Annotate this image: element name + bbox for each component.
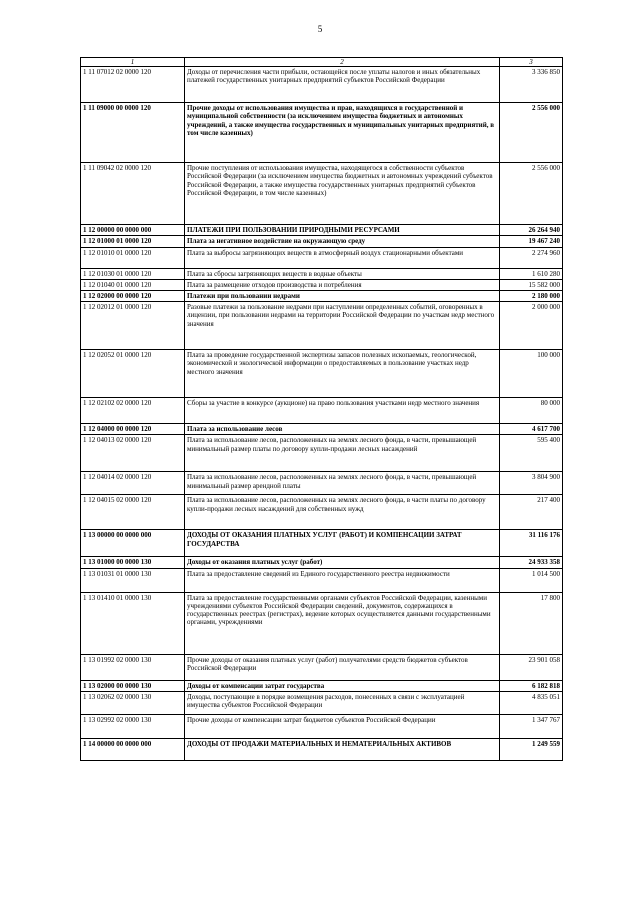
classification-code: 1 13 02000 00 0000 130 — [81, 680, 185, 691]
revenue-name: Плата за использование лесов, расположенных на землях лесного фонда, в части, превышающей минимальный размер платы по договору купли-продажи лесных насаждений — [185, 435, 500, 472]
amount: 17 800 — [500, 592, 563, 654]
classification-code: 1 12 01010 01 0000 120 — [81, 247, 185, 268]
amount: 3 804 900 — [500, 472, 563, 495]
amount: 15 582 000 — [500, 279, 563, 290]
table-row — [81, 103, 563, 163]
table-row — [81, 680, 563, 691]
table-row — [81, 398, 563, 424]
revenue-name: Доходы от компенсации затрат государства — [185, 680, 500, 691]
amount: 24 933 358 — [500, 557, 563, 568]
revenue-name: Прочие поступления от использования имущества, находящегося в собственности субъектов Российской Федерации (за исключением имущества бюджетных и автономных учреждений субъектов Российской Федерации, а также имущества государственных унитарных предприятий субъектов Российской Федерации, в том числе казенных) — [185, 163, 500, 225]
table-row — [81, 495, 563, 530]
classification-code: 1 13 01992 02 0000 130 — [81, 654, 185, 680]
amount: 31 116 176 — [500, 530, 563, 557]
revenue-name: Плата за негативное воздействие на окружающую среду — [185, 236, 500, 247]
classification-code: 1 12 04013 02 0000 120 — [81, 435, 185, 472]
revenue-name: Платежи при пользовании недрами — [185, 291, 500, 302]
classification-code: 1 12 01040 01 0000 120 — [81, 279, 185, 290]
table-row — [81, 350, 563, 398]
amount: 26 264 940 — [500, 225, 563, 236]
table-row — [81, 225, 563, 236]
table-row — [81, 291, 563, 302]
revenue-name: ПЛАТЕЖИ ПРИ ПОЛЬЗОВАНИИ ПРИРОДНЫМИ РЕСУРСАМИ — [185, 225, 500, 236]
revenue-name: Плата за использование лесов — [185, 424, 500, 435]
revenue-name: Плата за размещение отходов производства и потребления — [185, 279, 500, 290]
table-row — [81, 236, 563, 247]
revenue-name: Прочие доходы от компенсации затрат бюджетов субъектов Российской Федерации — [185, 714, 500, 738]
table-row — [81, 424, 563, 435]
table-row — [81, 163, 563, 225]
revenue-name: Доходы, поступающие в порядке возмещения расходов, понесенных в связи с эксплуатацией имущества субъектов Российской Федерации — [185, 691, 500, 714]
column-number-1: 1 — [81, 58, 185, 67]
amount: 2 180 000 — [500, 291, 563, 302]
amount: 1 610 280 — [500, 268, 563, 279]
amount: 19 467 240 — [500, 236, 563, 247]
column-number-3: 3 — [500, 58, 563, 67]
amount: 80 000 — [500, 398, 563, 424]
amount: 2 274 960 — [500, 247, 563, 268]
table-row — [81, 530, 563, 557]
table-row — [81, 302, 563, 350]
column-number-row — [81, 58, 563, 67]
classification-code: 1 12 02052 01 0000 120 — [81, 350, 185, 398]
classification-code: 1 13 02992 02 0000 130 — [81, 714, 185, 738]
classification-code: 1 12 02012 01 0000 120 — [81, 302, 185, 350]
revenue-name: Плата за использование лесов, расположенных на землях лесного фонда, в части, превышающей минимальный размер арендной платы — [185, 472, 500, 495]
table-row — [81, 592, 563, 654]
table-row — [81, 568, 563, 592]
revenue-name: Плата за предоставление государственными органами субъектов Российской Федерации, казенными учреждениями субъектов Российской Федерации сведений, документов, содержащихся в государственных реестрах (регистрах), ведение которых осуществляется данными государственными органами, учреждениями — [185, 592, 500, 654]
classification-code: 1 11 09042 02 0000 120 — [81, 163, 185, 225]
revenue-name: Плата за выбросы загрязняющих веществ в атмосферный воздух стационарными объектами — [185, 247, 500, 268]
classification-code: 1 13 01031 01 0000 130 — [81, 568, 185, 592]
revenue-table — [80, 57, 563, 761]
amount: 1 347 767 — [500, 714, 563, 738]
table-row — [81, 435, 563, 472]
amount: 23 901 058 — [500, 654, 563, 680]
page-number: 5 — [317, 24, 323, 34]
revenue-name: Разовые платежи за пользование недрами при наступлении определенных событий, оговоренных в лицензии, при пользовании недрами на территории Российской Федерации по участкам недр местного значения — [185, 302, 500, 350]
amount: 4 835 051 — [500, 691, 563, 714]
revenue-name: Доходы от оказания платных услуг (работ) — [185, 557, 500, 568]
amount: 217 400 — [500, 495, 563, 530]
table-row — [81, 714, 563, 738]
table-row — [81, 67, 563, 103]
classification-code: 1 12 02102 02 0000 120 — [81, 398, 185, 424]
classification-code: 1 13 01000 00 0000 130 — [81, 557, 185, 568]
revenue-name: Прочие доходы от использования имущества и прав, находящихся в государственной и муниципальной собственности (за исключением имущества бюджетных и автономных учреждений, а также имущества государственных и муниципальных унитарных предприятий, в том числе казенных) — [185, 103, 500, 163]
revenue-name: Сборы за участие в конкурсе (аукционе) на право пользования участками недр местного значения — [185, 398, 500, 424]
amount: 100 000 — [500, 350, 563, 398]
classification-code: 1 14 00000 00 0000 000 — [81, 738, 185, 760]
revenue-name: Плата за предоставление сведений из Единого государственного реестра недвижимости — [185, 568, 500, 592]
table-row — [81, 738, 563, 760]
table-row — [81, 279, 563, 290]
classification-code: 1 12 04014 02 0000 120 — [81, 472, 185, 495]
classification-code: 1 13 01410 01 0000 130 — [81, 592, 185, 654]
classification-code: 1 12 04015 02 0000 120 — [81, 495, 185, 530]
amount: 4 617 700 — [500, 424, 563, 435]
classification-code: 1 12 04000 00 0000 120 — [81, 424, 185, 435]
table-row — [81, 247, 563, 268]
classification-code: 1 11 09000 00 0000 120 — [81, 103, 185, 163]
table-row — [81, 268, 563, 279]
classification-code: 1 13 02062 02 0000 130 — [81, 691, 185, 714]
classification-code: 1 12 02000 00 0000 120 — [81, 291, 185, 302]
revenue-name: Плата за проведение государственной экспертизы запасов полезных ископаемых, геологической, экономической и экологической информации о предоставляемых в пользование участках недр местного значения — [185, 350, 500, 398]
amount: 2 000 000 — [500, 302, 563, 350]
table-row — [81, 654, 563, 680]
classification-code: 1 11 07012 02 0000 120 — [81, 67, 185, 103]
classification-code: 1 12 01030 01 0000 120 — [81, 268, 185, 279]
revenue-name: Плата за сбросы загрязняющих веществ в водные объекты — [185, 268, 500, 279]
classification-code: 1 13 00000 00 0000 000 — [81, 530, 185, 557]
revenue-name: Доходы от перечисления части прибыли, остающейся после уплаты налогов и иных обязательных платежей государственных унитарных предприятий субъектов Российской Федерации — [185, 67, 500, 103]
amount: 595 400 — [500, 435, 563, 472]
amount: 3 336 850 — [500, 67, 563, 103]
revenue-name: Плата за использование лесов, расположенных на землях лесного фонда, в части платы по договору купли-продажи лесных насаждений для собственных нужд — [185, 495, 500, 530]
revenue-name: ДОХОДЫ ОТ ОКАЗАНИЯ ПЛАТНЫХ УСЛУГ (РАБОТ) И КОМПЕНСАЦИИ ЗАТРАТ ГОСУДАРСТВА — [185, 530, 500, 557]
classification-code: 1 12 01000 01 0000 120 — [81, 236, 185, 247]
amount: 1 249 559 — [500, 738, 563, 760]
table-row — [81, 557, 563, 568]
table-row — [81, 691, 563, 714]
revenue-name: ДОХОДЫ ОТ ПРОДАЖИ МАТЕРИАЛЬНЫХ И НЕМАТЕРИАЛЬНЫХ АКТИВОВ — [185, 738, 500, 760]
amount: 2 556 000 — [500, 163, 563, 225]
table-row — [81, 472, 563, 495]
amount: 6 182 818 — [500, 680, 563, 691]
classification-code: 1 12 00000 00 0000 000 — [81, 225, 185, 236]
column-number-2: 2 — [185, 58, 500, 67]
revenue-name: Прочие доходы от оказания платных услуг (работ) получателями средств бюджетов субъектов Российской Федерации — [185, 654, 500, 680]
amount: 1 014 500 — [500, 568, 563, 592]
amount: 2 556 000 — [500, 103, 563, 163]
